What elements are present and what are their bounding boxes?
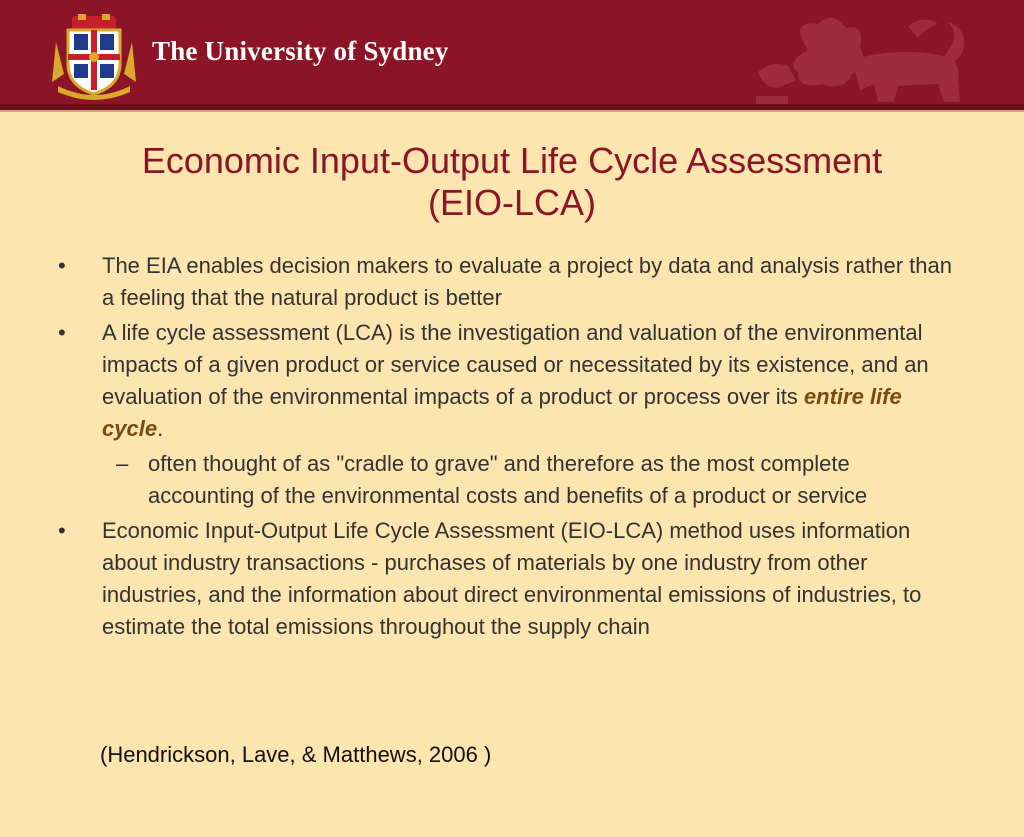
header-banner xyxy=(0,0,1024,104)
bullet-text: A life cycle assessment (LCA) is the investigation and valuation of the environmental impacts of a given product or service caused or necessitated by its existence, and an evaluation of the environmental impacts of a product or process over its xyxy=(102,320,929,409)
bullet-text: The EIA enables decision makers to evaluate a project by data and analysis rather than a feeling that the natural product is better xyxy=(102,253,952,310)
bullet-marker: • xyxy=(58,253,66,278)
sub-bullet-marker: – xyxy=(116,451,129,476)
slide-title-line1: Economic Input-Output Life Cycle Assessment xyxy=(141,140,883,181)
sub-bullet-item xyxy=(58,448,958,512)
slide-title xyxy=(40,140,984,224)
bullet-text: Economic Input-Output Life Cycle Assessment (EIO-LCA) method uses information about industry transactions - purchases of materials by one industry from other industries, and the information about direct environmental emissions of industries, to estimate the total emissions throughout the supply chain xyxy=(102,518,922,639)
bullet-item xyxy=(58,515,958,643)
header-divider-highlight xyxy=(0,110,1024,112)
bullet-item xyxy=(58,317,958,445)
sub-bullet-text: often thought of as "cradle to grave" and therefore as the most complete accounting of the environmental costs and benefits of a product or service xyxy=(148,451,868,508)
bullet-marker: • xyxy=(58,320,66,345)
bullet-item xyxy=(58,250,958,314)
citation: (Hendrickson, Lave, & Matthews, 2006 ) xyxy=(100,742,492,767)
slide-content xyxy=(58,250,958,646)
slide-title-line2: (EIO-LCA) xyxy=(427,182,596,223)
bullet-marker: • xyxy=(58,518,66,543)
emphasis-text: entire life cycle xyxy=(102,384,902,441)
bullet-text-end: . xyxy=(157,416,164,441)
university-name: The University of Sydney xyxy=(152,36,449,66)
lion-watermark-icon xyxy=(748,10,980,104)
university-crest-icon xyxy=(48,12,140,100)
